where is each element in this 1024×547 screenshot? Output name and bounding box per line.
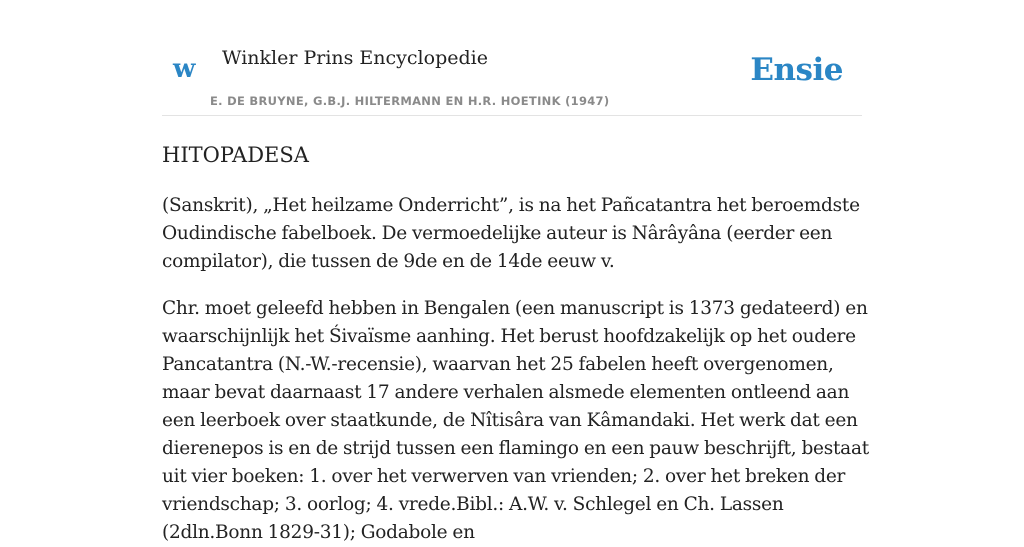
header	[162, 40, 862, 116]
publication-logo[interactable]: w	[173, 54, 196, 84]
brand-logo[interactable]: Ensie	[750, 52, 843, 88]
publication-title[interactable]: Winkler Prins Encyclopedie	[222, 47, 488, 69]
publication-authors: E. DE BRUYNE, G.B.J. HILTERMANN EN H.R. HOETINK (1947)	[210, 94, 610, 108]
article-paragraph: (Sanskrit), „Het heilzame Onderricht”, is na het Pañcatantra het beroemdste Oudindische fabelboek. De vermoedelijke auteur is Nârâyâna (eerder een compilator), die tussen de 9de en de 14de eeuw v.	[162, 195, 860, 272]
article-title: HITOPADESA	[162, 143, 309, 167]
article-paragraph: Chr. moet geleefd hebben in Bengalen (een manuscript is 1373 gedateerd) en waarschijnlijk het Śivaïsme aanhing. Het berust hoofdzakelijk op het oudere Pancatantra (N.-W.-recensie), waarvan het 25 fabelen heeft overgenomen, maar bevat daarnaast 17 andere verhalen alsmede elementen ontleend aan een leerboek over staatkunde, de Nîtisâra van Kâmandaki. Het werk dat een dierenepos is en de strijd tussen een flamingo en een pauw beschrijft, bestaat uit vier boeken: 1. over het verwerven van vrienden; 2. over het breken der vriendschap; 3. oorlog; 4. vrede.Bibl.: A.W. v. Schlegel en Ch. Lassen (2dln.Bonn 1829-31); Godabole en	[162, 298, 869, 543]
